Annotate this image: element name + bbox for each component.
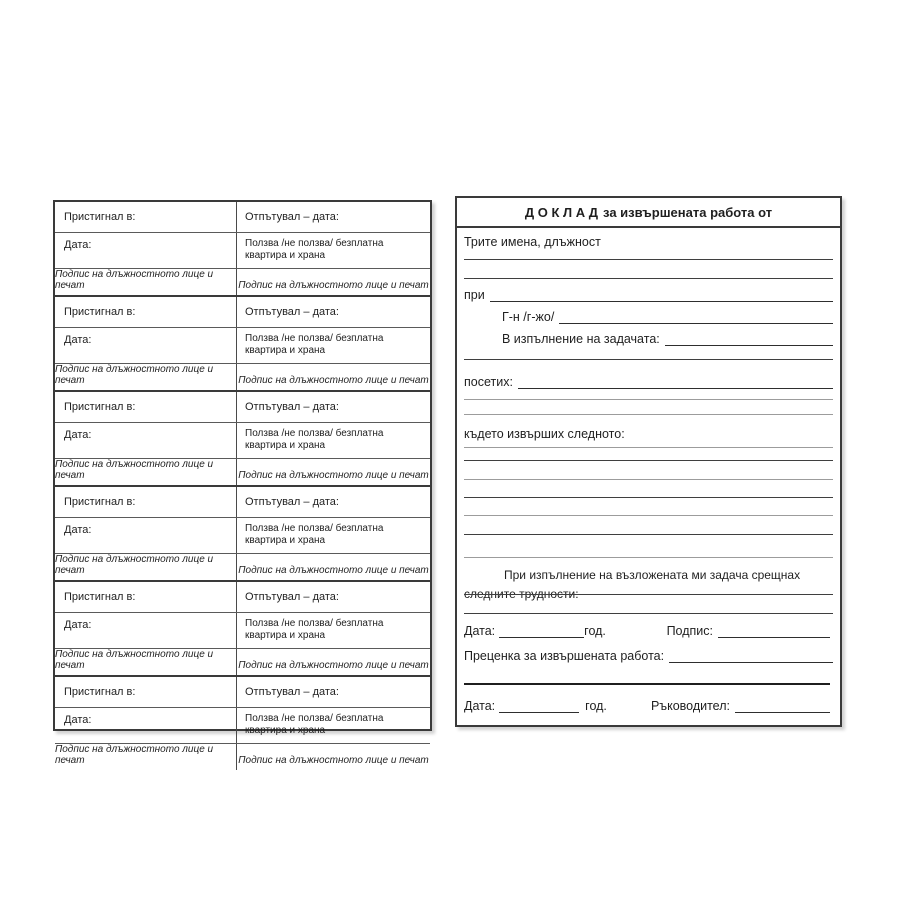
date-label: Дата:: [55, 423, 237, 458]
blank-line: [464, 278, 833, 279]
report-title-doklad: Д О К Л А Д: [524, 204, 599, 220]
signature-note-right: Подпис на длъжностното лице и печат: [238, 470, 429, 481]
blank-line: [464, 497, 833, 498]
fill-line: [735, 699, 830, 713]
arrived-label: Пристигнал в:: [55, 202, 237, 232]
travel-row-signature: [55, 744, 430, 770]
visited-row: [464, 373, 833, 389]
blank-line: [464, 515, 833, 516]
signature-note-left: Подпис на длъжностното лице и печат: [55, 364, 237, 390]
departed-label: Отпътувал – дата:: [245, 306, 339, 318]
blank-line: [464, 399, 833, 400]
date-label: Дата:: [55, 518, 237, 553]
blank-line: [464, 594, 833, 595]
board-label: Ползва /не ползва/ безплатна квартира и храна: [245, 333, 384, 356]
fill-line: [490, 288, 833, 302]
travel-row-signature: [55, 364, 430, 390]
blank-line: [464, 613, 833, 614]
travel-row-arrived-departed: [55, 202, 430, 233]
signature-note-right: Подпис на длъжностното лице и печат: [238, 280, 429, 291]
travel-block: [55, 392, 430, 487]
fill-line: [718, 624, 830, 638]
board-label: Ползва /не ползва/ безплатна квартира и храна: [245, 428, 384, 451]
board-label: Ползва /не ползва/ безплатна квартира и храна: [245, 523, 384, 546]
date-label: Дата:: [55, 613, 237, 648]
blank-line: [464, 460, 833, 461]
travel-row-arrived-departed: [55, 297, 430, 328]
visited-label: посетих:: [464, 375, 513, 389]
travel-row-date-board: [55, 708, 430, 744]
travel-block: [55, 677, 430, 770]
year-label: год.: [584, 624, 606, 638]
fill-line: [518, 375, 833, 389]
arrived-label: Пристигнал в:: [55, 582, 237, 612]
travel-row-date-board: [55, 613, 430, 649]
names-label: Трите имена, длъжност: [464, 235, 601, 249]
salutation-label: Г-н /г-жо/: [502, 310, 555, 324]
date-signature-row: [464, 622, 833, 638]
date-manager-row: [464, 697, 833, 713]
travel-row-date-board: [55, 328, 430, 364]
date-label: Дата:: [55, 233, 237, 268]
travel-row-signature: [55, 649, 430, 675]
at-row: [464, 286, 833, 302]
travel-row-arrived-departed: [55, 582, 430, 613]
travel-row-arrived-departed: [55, 392, 430, 423]
at-label: при: [464, 288, 485, 302]
departed-label: Отпътувал – дата:: [245, 496, 339, 508]
performed-label: където извърших следното:: [464, 427, 625, 441]
departed-label: Отпътувал – дата:: [245, 591, 339, 603]
signature-note-right: Подпис на длъжностното лице и печат: [238, 660, 429, 671]
date-label: Дата:: [55, 708, 237, 743]
departed-label: Отпътувал – дата:: [245, 211, 339, 223]
travel-row-date-board: [55, 423, 430, 459]
arrived-label: Пристигнал в:: [55, 392, 237, 422]
travel-row-date-board: [55, 233, 430, 269]
arrived-label: Пристигнал в:: [55, 297, 237, 327]
report-panel: [455, 196, 842, 727]
assessment-label: Преценка за извършената работа:: [464, 649, 665, 663]
report-title: [457, 198, 840, 228]
board-label: Ползва /не ползва/ безплатна квартира и храна: [245, 618, 384, 641]
blank-line: [464, 447, 833, 448]
signature-note-left: Подпис на длъжностното лице и печат: [55, 269, 237, 295]
signature-note-left: Подпис на длъжностното лице и печат: [55, 554, 237, 580]
travel-block: [55, 297, 430, 392]
date-label: Дата:: [55, 328, 237, 363]
board-label: Ползва /не ползва/ безплатна квартира и храна: [245, 713, 384, 736]
blank-line: [464, 259, 833, 260]
report-title-rest: за извършената работа от: [603, 204, 773, 220]
signature-note-right: Подпис на длъжностното лице и печат: [238, 565, 429, 576]
fill-line: [559, 310, 833, 324]
blank-line: [464, 414, 833, 415]
signature-note-right: Подпис на длъжностното лице и печат: [238, 755, 429, 766]
travel-row-signature: [55, 459, 430, 485]
travel-table: [53, 200, 432, 766]
fill-line: [669, 649, 833, 663]
salutation-row: [464, 308, 833, 324]
travel-row-arrived-departed: [55, 487, 430, 518]
date-label: Дата:: [464, 699, 496, 713]
signature-note-left: Подпис на длъжностното лице и печат: [55, 744, 237, 770]
arrived-label: Пристигнал в:: [55, 487, 237, 517]
travel-row-arrived-departed: [55, 677, 430, 708]
fill-line: [499, 699, 579, 713]
year-label: год.: [585, 699, 607, 713]
blank-line: [464, 557, 833, 558]
manager-label: Ръководител:: [650, 699, 730, 713]
board-label: Ползва /не ползва/ безплатна квартира и храна: [245, 238, 384, 261]
difficulties-label: При изпълнение на възложената ми задача срещнах следните трудности:: [464, 568, 801, 601]
travel-row-signature: [55, 554, 430, 580]
travel-block: [55, 582, 430, 677]
fill-line: [665, 332, 833, 346]
travel-row-signature: [55, 269, 430, 295]
blank-line: [464, 359, 833, 360]
blank-line: [464, 534, 833, 535]
task-row: [464, 330, 833, 346]
travel-row-date-board: [55, 518, 430, 554]
fill-line: [499, 624, 584, 638]
arrived-label: Пристигнал в:: [55, 677, 237, 707]
signature-note-left: Подпис на длъжностното лице и печат: [55, 649, 237, 675]
task-label: В изпълнение на задачата:: [502, 332, 660, 346]
signature-note-right: Подпис на длъжностното лице и печат: [238, 375, 429, 386]
blank-line: [464, 479, 833, 480]
ruled-line-thick: [464, 683, 830, 685]
signature-note-left: Подпис на длъжностното лице и печат: [55, 459, 237, 485]
travel-block: [55, 487, 430, 582]
travel-block: [55, 202, 430, 297]
date-label: Дата:: [464, 624, 496, 638]
departed-label: Отпътувал – дата:: [245, 686, 339, 698]
departed-label: Отпътувал – дата:: [245, 401, 339, 413]
assessment-row: [464, 647, 833, 663]
signature-label: Подпис:: [666, 624, 713, 638]
